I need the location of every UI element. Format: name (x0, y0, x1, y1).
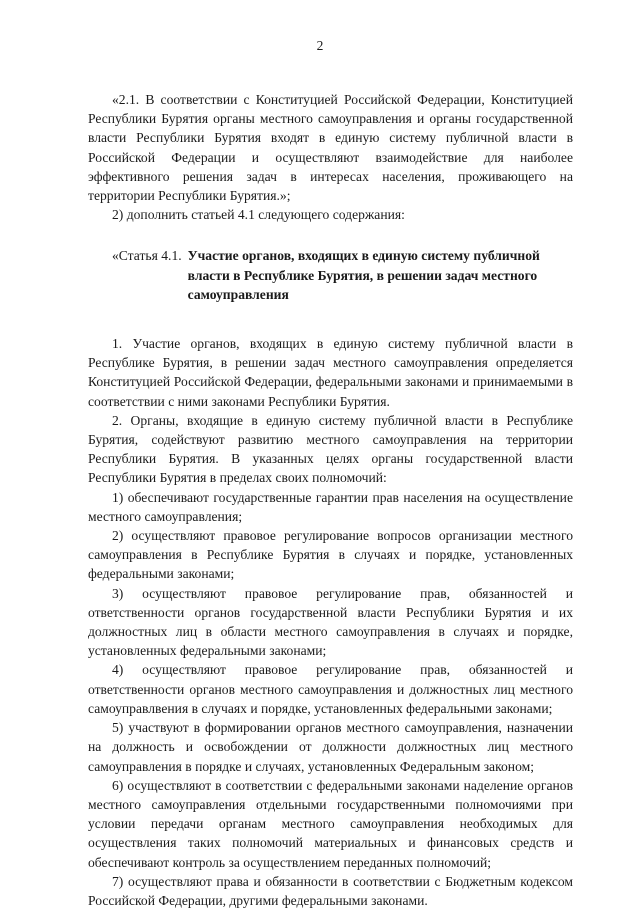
subitem-4: 4) осуществляют правовое регулирование прав, обязанностей и ответственности органов местного самоуправления и должностных лиц местного самоуправлвения в случаях и порядке, установленных федеральными законами; (88, 662, 573, 716)
paragraph-item-2: 2. Органы, входящие в единую систему публичной власти в Республике Бурятия, содействуют развитию местного самоуправления на территории Республики Бурятия. В указанных целях органы государственной власти Республики Бурятия в пределах своих полномочий: (88, 412, 573, 486)
article-title: Участие органов, входящих в единую систему публичной власти в Республике Бурятия, в решении задач местного самоуправления (187, 248, 540, 302)
subitem-7: 7) осуществляют права и обязанности в соответствии с Бюджетным кодексом Российской Федерации, другими федеральными законами. (88, 873, 573, 908)
article-heading (88, 246, 573, 304)
paragraph-2-1: «2.1. В соответствии с Конституцией Российской Федерации, Конституцией Республики Бурятия органы местного самоуправления и органы государственной власти Республики Бурятия входят в единую систему публичной власти в Российской Федерации и осуществляют взаимодействие для наиболее эффективного решения задач в интересах населения, проживающего на территории Республики Бурятия.»; (88, 92, 573, 204)
page-number: 2 (316, 38, 324, 53)
subitem-3: 3) осуществляют правовое регулирование прав, обязанностей и ответственности органов государственной власти Республики Бурятия и их должностных лиц в области местного самоуправления в случаях и порядке, установленных федеральными законами; (88, 585, 573, 659)
paragraph-item-1: 1. Участие органов, входящих в единую систему публичной власти в Республике Бурятия, в решении задач местного самоуправления определяется Конституцией Российской Федерации, федеральными законами и принимаемыми в соответствии с ними законами Республики Бурятия. (88, 336, 573, 409)
subitem-2: 2) осуществляют правовое регулирование вопросов организации местного самоуправления в Республике Бурятия в случаях и порядке, установленных федеральными законами; (88, 528, 573, 582)
paragraph-amendment-2: 2) дополнить статьей 4.1 следующего содержания: (112, 207, 405, 223)
subitem-6: 6) осуществляют в соответствии с федеральными законами наделение органов местного самоуправления отдельными государственными полномочиями при условии передачи органам местного самоуправления необходимых для осуществления таких полномочий материальных и финансовых средств и обеспечивают контроль за осуществлением переданных полномочий; (88, 777, 573, 870)
subitem-1: 1) обеспечивают государственные гарантии прав населения на осуществление местного самоуправления; (88, 489, 573, 524)
subitem-5: 5) участвуют в формировании органов местного самоуправления, назначении на должность и освобождении от должности должностных лиц местного самоуправления в порядке и случаях, установленных Федеральным законом; (88, 720, 573, 774)
document-body (88, 90, 573, 910)
article-label: «Статья 4.1. (112, 248, 182, 264)
